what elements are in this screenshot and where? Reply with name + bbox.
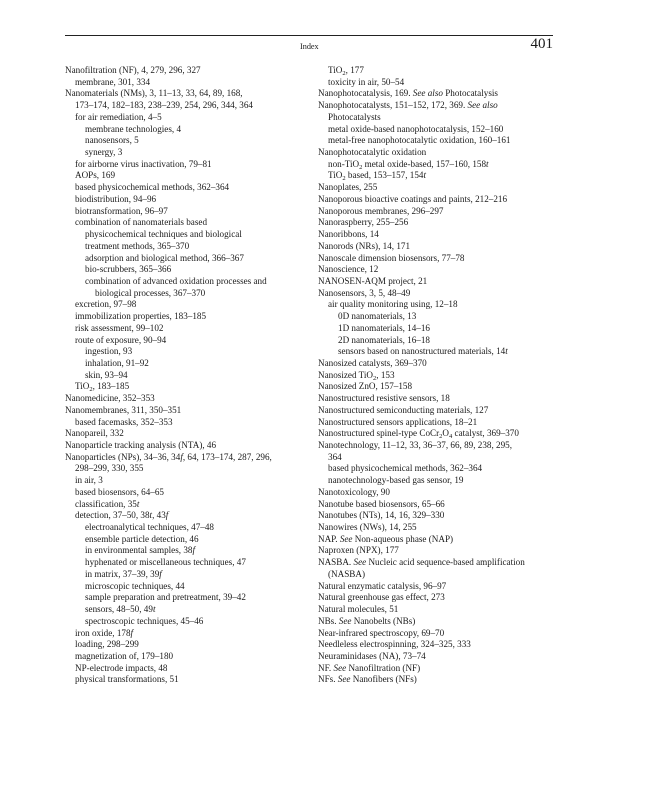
index-entry: Nanoscience, 12 xyxy=(318,264,379,275)
index-entry: Nanostructured resistive sensors, 18 xyxy=(318,393,450,404)
index-entry: Nanosized catalysts, 369–370 xyxy=(318,357,427,368)
index-subentry: in air, 3 xyxy=(75,475,103,486)
index-entry: Nanoplates, 255 xyxy=(318,182,378,193)
index-entry: Needleless electrospinning, 324–325, 333 xyxy=(318,639,471,650)
index-subentry: based facemasks, 352–353 xyxy=(75,416,173,427)
index-entry: Nanophotocatalysis, 169. See also Photocatalysis xyxy=(318,88,498,99)
index-subentry: sample preparation and pretreatment, 39–42 xyxy=(85,592,246,603)
index-column-right xyxy=(318,65,556,686)
index-entry-continuation: physicochemical techniques and biological xyxy=(85,229,242,240)
index-subentry: for airborne virus inactivation, 79–81 xyxy=(75,158,212,169)
index-entry: Nanowires (NWs), 14, 255 xyxy=(318,522,417,533)
index-subentry: bio-scrubbers, 365–366 xyxy=(85,264,172,275)
index-column-left xyxy=(65,65,305,686)
index-entry-continuation: 173–174, 182–183, 238–239, 254, 296, 344, 364 xyxy=(75,100,253,111)
page-number: 401 xyxy=(530,36,553,52)
index-subentry: adsorption and biological method, 366–367 xyxy=(85,252,244,263)
index-entry: Nanoparticles (NPs), 34–36, 34f, 64, 173–174, 287, 296, xyxy=(65,451,272,462)
index-subentry: membrane technologies, 4 xyxy=(85,123,182,134)
index-entry: NAP. See Non-aqueous phase (NAP) xyxy=(318,533,454,544)
index-entry: Nanosensors, 3, 5, 48–49 xyxy=(318,287,411,298)
index-subentry: based physicochemical methods, 362–364 xyxy=(328,463,483,474)
index-subentry: NP-electrode impacts, 48 xyxy=(75,662,168,673)
index-entry: NFs. See Nanofibers (NFs) xyxy=(318,674,417,685)
index-subentry: skin, 93–94 xyxy=(85,369,128,380)
index-entry: Nanoribbons, 14 xyxy=(318,229,379,240)
running-header: Index xyxy=(300,42,319,51)
index-entry: Nanorods (NRs), 14, 171 xyxy=(318,240,411,251)
index-entry: Nanoporous membranes, 296–297 xyxy=(318,205,444,216)
index-entry: Near-infrared spectroscopy, 69–70 xyxy=(318,627,445,638)
index-entry: Naproxen (NPX), 177 xyxy=(318,545,399,556)
index-subentry: toxicity in air, 50–54 xyxy=(328,76,405,87)
index-subentry: combination of advanced oxidation processes and xyxy=(85,275,267,286)
index-entry: Nanophotocatalytic oxidation xyxy=(318,147,427,158)
index-entry: Nanopareil, 332 xyxy=(65,428,124,439)
index-subentry: in matrix, 37–39, 39f xyxy=(85,568,162,579)
index-entry-continuation: 364 xyxy=(328,451,342,462)
index-entry: NASBA. See Nucleic acid sequence-based amplification xyxy=(318,557,525,568)
index-subentry: physical transformations, 51 xyxy=(75,674,179,685)
index-entry: Nanoraspberry, 255–256 xyxy=(318,217,409,228)
index-subentry: biodistribution, 94–96 xyxy=(75,193,157,204)
index-entry: Nanotubes (NTs), 14, 16, 329–330 xyxy=(318,510,445,521)
index-entry: Nanosized ZnO, 157–158 xyxy=(318,381,413,392)
index-subentry: ensemble particle detection, 46 xyxy=(85,533,199,544)
index-entry: Nanosized TiO$_2$, 153 xyxy=(318,369,395,382)
index-subentry: sensors, 48–50, 49t xyxy=(85,604,156,615)
index-subentry: 0D nanomaterials, 13 xyxy=(338,311,417,322)
index-subentry: in environmental samples, 38f xyxy=(85,545,195,556)
index-entry: Nanostructured spinel-type $CoCr_2O_4$ catalyst, 369–370 xyxy=(318,428,519,441)
index-subentry: nanotechnology-based gas sensor, 19 xyxy=(328,475,464,486)
index-subentry: route of exposure, 90–94 xyxy=(75,334,167,345)
index-subentry: nanosensors, 5 xyxy=(85,135,139,146)
index-subentry: membrane, 301, 334 xyxy=(75,76,151,87)
index-subentry: non-TiO$_2$ metal oxide-based, 157–160, 158t xyxy=(328,158,489,171)
index-subentry: TiO$_2$, 183–185 xyxy=(75,381,130,394)
index-subentry: classification, 35t xyxy=(75,498,140,509)
index-subentry: sensors based on nanostructured materials, 14t xyxy=(338,346,508,357)
index-entry-continuation: (NASBA) xyxy=(328,568,366,579)
index-subentry: metal-free nanophotocatalytic oxidation, 160–161 xyxy=(328,135,511,146)
index-subentry: spectroscopic techniques, 45–46 xyxy=(85,615,204,626)
index-entry: Nanomaterials (NMs), 3, 11–13, 33, 64, 89, 168, xyxy=(65,88,243,99)
index-subentry: for air remediation, 4–5 xyxy=(75,111,162,122)
index-subentry: electroanalytical techniques, 47–48 xyxy=(85,522,214,533)
index-subentry: air quality monitoring using, 12–18 xyxy=(328,299,458,310)
index-entry: Nanoscale dimension biosensors, 77–78 xyxy=(318,252,465,263)
index-entry: Nanoparticle tracking analysis (NTA), 46 xyxy=(65,440,217,450)
index-entry: Nanophotocatalysts, 151–152, 172, 369. See also xyxy=(318,100,498,111)
index-subentry: TiO$_2$, 177 xyxy=(328,65,364,77)
index-subentry: microscopic techniques, 44 xyxy=(85,580,185,591)
index-entry: NBs. See Nanobelts (NBs) xyxy=(318,615,416,626)
index-entry: Nanostructured sensors applications, 18–21 xyxy=(318,416,478,427)
index-subentry: loading, 298–299 xyxy=(75,639,139,650)
index-entry: Natural greenhouse gas effect, 273 xyxy=(318,592,445,603)
index-subentry: 2D nanomaterials, 16–18 xyxy=(338,334,430,345)
index-subentry: metal oxide-based nanophotocatalysis, 152–160 xyxy=(328,123,504,134)
index-subentry: based biosensors, 64–65 xyxy=(75,486,164,497)
index-entry: Natural enzymatic catalysis, 96–97 xyxy=(318,580,447,591)
index-entry: Nanotube based biosensors, 65–66 xyxy=(318,498,445,509)
index-entry-continuation: treatment methods, 365–370 xyxy=(85,240,190,251)
index-subentry: inhalation, 91–92 xyxy=(85,357,149,368)
index-entry: Nanotoxicology, 90 xyxy=(318,486,390,497)
index-subentry: risk assessment, 99–102 xyxy=(75,322,164,333)
index-entry-continuation: biological processes, 367–370 xyxy=(95,287,206,298)
index-entry: Nanomembranes, 311, 350–351 xyxy=(65,404,182,415)
index-subentry: AOPs, 169 xyxy=(75,170,116,181)
index-subentry: excretion, 97–98 xyxy=(75,299,137,310)
index-entry: Nanotechnology, 11–12, 33, 36–37, 66, 89, 238, 295, xyxy=(318,440,512,450)
index-entry: Nanoporous bioactive coatings and paints, 212–216 xyxy=(318,193,508,204)
index-subentry: synergy, 3 xyxy=(85,147,123,158)
index-entry: Natural molecules, 51 xyxy=(318,604,399,615)
index-subentry: ingestion, 93 xyxy=(85,346,133,357)
index-subentry: TiO$_2$ based, 153–157, 154t xyxy=(328,170,426,183)
index-entry-continuation: Photocatalysts xyxy=(328,111,381,122)
index-entry: Nanomedicine, 352–353 xyxy=(65,393,155,404)
index-subentry: hyphenated or miscellaneous techniques, 47 xyxy=(85,557,246,568)
index-subentry: based physicochemical methods, 362–364 xyxy=(75,182,230,193)
index-subentry: detection, 37–50, 38t, 43f xyxy=(75,510,169,521)
index-entry: NANOSEN-AQM project, 21 xyxy=(318,275,428,286)
index-entry: NF. See Nanofiltration (NF) xyxy=(318,662,421,673)
index-subentry: magnetization of, 179–180 xyxy=(75,650,174,661)
index-entry: Nanostructured semiconducting materials, 127 xyxy=(318,404,489,415)
index-subentry: immobilization properties, 183–185 xyxy=(75,311,207,322)
index-subentry: 1D nanomaterials, 14–16 xyxy=(338,322,430,333)
index-subentry: iron oxide, 178f xyxy=(75,627,134,638)
header-rule xyxy=(65,35,553,36)
index-subentry: combination of nanomaterials based xyxy=(75,217,208,228)
index-entry-continuation: 298–299, 330, 355 xyxy=(75,463,144,474)
index-subentry: biotransformation, 96–97 xyxy=(75,205,168,216)
index-entry: Neuraminidases (NA), 73–74 xyxy=(318,650,426,661)
index-entry: Nanofiltration (NF), 4, 279, 296, 327 xyxy=(65,65,201,75)
